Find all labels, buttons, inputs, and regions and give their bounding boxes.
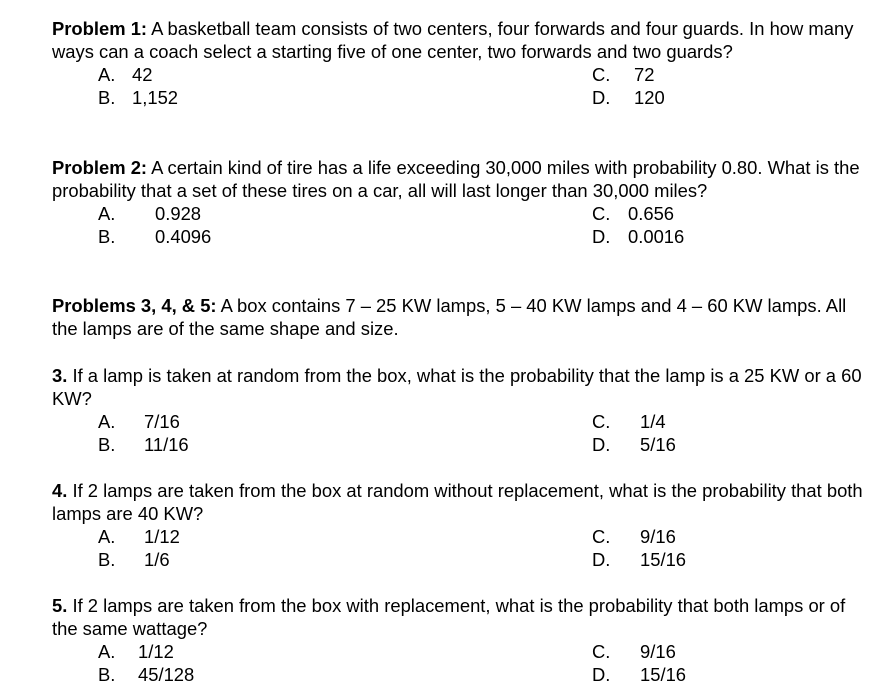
problem-2-choices [52,202,872,248]
problem-1-choice-d[interactable]: D. 120 [592,87,665,108]
problems-3-5-stem [52,294,872,340]
problem-1 [52,17,872,109]
problem-3-choice-a[interactable]: A. 7/16 [98,411,180,432]
problem-1-choice-c[interactable]: C. 72 [592,64,655,85]
problem-3-choices [52,410,872,456]
problem-2-text: A certain kind of tire has a life exceeding 30,000 miles with probability 0.80. What is the probability that a set of these tires on a car, all will last longer than 30,000 miles? [52,157,860,201]
problem-4-text: If 2 lamps are taken from the box at random without replacement, what is the probability that both lamps are 40 KW? [52,480,863,524]
problem-5-choices [52,640,872,686]
problem-2-choice-a[interactable]: A. 0.928 [98,203,202,224]
problem-4-stem [52,479,872,525]
problem-3-choice-d[interactable]: D. 5/16 [592,434,676,455]
problem-3-text: If a lamp is taken at random from the box, what is the probability that the lamp is a 25 KW or a 60 KW? [52,365,862,409]
problem-3-choice-c[interactable]: C. 1/4 [592,411,666,432]
problem-4-choice-b[interactable]: B. 1/6 [98,549,170,570]
problem-2 [52,156,872,248]
problem-4-choice-d[interactable]: D. 15/16 [592,549,687,570]
problem-2-choice-c[interactable]: C. 0.656 [592,203,675,224]
problem-4-choice-a[interactable]: A. 1/12 [98,526,180,547]
problem-4-choice-c[interactable]: C. 9/16 [592,526,676,547]
problem-5-choice-c[interactable]: C. 9/16 [592,641,676,662]
problem-1-label: Problem 1: [52,18,148,39]
problem-1-choices [52,63,872,109]
problem-3 [52,364,872,456]
problem-1-choice-a[interactable]: A. 42 [98,64,153,85]
problem-5-choice-a[interactable]: A. 1/12 [98,641,174,662]
problem-3-choice-b[interactable]: B. 11/16 [98,434,189,455]
problems-3-5-text: A box contains 7 – 25 KW lamps, 5 – 40 KW lamps and 4 – 60 KW lamps. All the lamps are of the same shape and size. [52,295,847,339]
problem-2-choice-b[interactable]: B. 0.4096 [98,226,212,247]
problems-3-5-intro [52,294,872,340]
problem-5-label: 5. [52,595,68,616]
problem-5-choice-b[interactable]: B. 45/128 [98,664,195,685]
problem-5-stem [52,594,872,640]
problem-5-text: If 2 lamps are taken from the box with replacement, what is the probability that both lamps or of the same wattage? [52,595,846,639]
problem-1-choice-b[interactable]: B. 1,152 [98,87,179,108]
problems-3-5-label: Problems 3, 4, & 5: [52,295,217,316]
problem-2-stem [52,156,872,202]
problem-1-stem [52,17,872,63]
problem-5-choice-d[interactable]: D. 15/16 [592,664,687,685]
problem-5 [52,594,872,686]
problem-1-text: A basketball team consists of two centers, four forwards and four guards. In how many ways can a coach select a starting five of one center, two forwards and two guards? [52,18,854,62]
problem-4-choices [52,525,872,571]
problem-2-label: Problem 2: [52,157,148,178]
problem-3-label: 3. [52,365,68,386]
problem-4 [52,479,872,571]
problem-2-choice-d[interactable]: D. 0.0016 [592,226,685,247]
problem-3-stem [52,364,872,410]
problem-4-label: 4. [52,480,68,501]
